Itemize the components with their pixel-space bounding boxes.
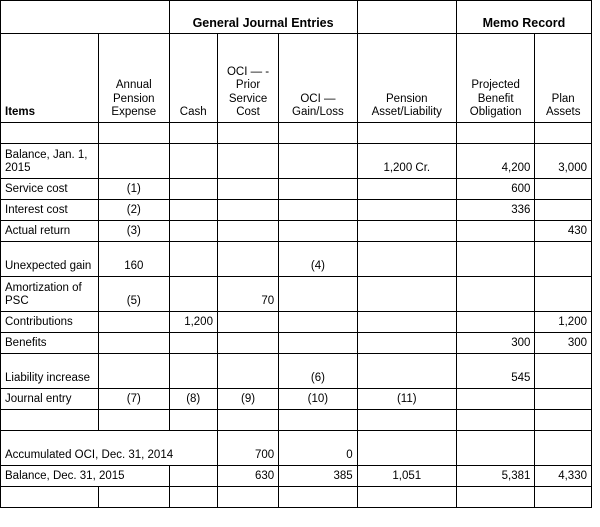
cell-cash xyxy=(169,277,217,312)
cell-psc: 630 xyxy=(217,466,278,487)
column-header-annual-pension-expense: Annual Pension Expense xyxy=(99,34,169,123)
cell-pbo xyxy=(456,312,534,333)
spacer-cell xyxy=(1,487,99,508)
table-row xyxy=(1,312,592,333)
cell-plan xyxy=(535,431,592,466)
column-header-oci-gain-loss: OCI — Gain/Loss xyxy=(279,34,358,123)
spacer-cell xyxy=(357,410,456,431)
spacer-cell xyxy=(217,123,278,144)
cell-plan xyxy=(535,179,592,200)
cell-cash xyxy=(169,333,217,354)
spacer-cell xyxy=(169,123,217,144)
spacer-cell xyxy=(1,410,99,431)
group-header-memo-record: Memo Record xyxy=(456,1,591,34)
cell-pbo: 600 xyxy=(456,179,534,200)
cell-asset xyxy=(357,354,456,389)
cell-psc xyxy=(217,221,278,242)
table-row xyxy=(1,144,592,179)
cell-expense xyxy=(99,333,169,354)
cell-cash xyxy=(169,221,217,242)
cell-cash xyxy=(169,144,217,179)
cell-asset xyxy=(357,431,456,466)
cell-gainloss: (4) xyxy=(279,242,358,277)
cell-gainloss: (10) xyxy=(279,389,358,410)
table-row xyxy=(1,277,592,312)
cell-gainloss xyxy=(279,179,358,200)
cell-asset: 1,200 Cr. xyxy=(357,144,456,179)
cell-psc: 700 xyxy=(217,431,278,466)
cell-plan: 300 xyxy=(535,333,592,354)
cell-plan xyxy=(535,389,592,410)
group-header-general-journal-entries: General Journal Entries xyxy=(169,1,357,34)
spacer-cell xyxy=(1,123,99,144)
cell-pbo: 545 xyxy=(456,354,534,389)
cell-plan: 1,200 xyxy=(535,312,592,333)
cell-expense xyxy=(99,144,169,179)
column-header-pension-asset-liability: Pension Asset/Liability xyxy=(357,34,456,123)
cell-gainloss: (6) xyxy=(279,354,358,389)
cell-gainloss xyxy=(279,200,358,221)
cell-plan: 3,000 xyxy=(535,144,592,179)
cell-psc xyxy=(217,179,278,200)
summary-row-accumulated-oci xyxy=(1,431,592,466)
spacer-cell xyxy=(456,487,534,508)
cell-gainloss: 0 xyxy=(279,431,358,466)
row-label: Interest cost xyxy=(1,200,99,221)
cell-asset xyxy=(357,221,456,242)
cell-gainloss xyxy=(279,312,358,333)
cell-psc: 70 xyxy=(217,277,278,312)
cell-pbo xyxy=(456,221,534,242)
cell-asset xyxy=(357,242,456,277)
spacer-cell xyxy=(279,410,358,431)
row-label: Contributions xyxy=(1,312,99,333)
cell-asset xyxy=(357,312,456,333)
table-row xyxy=(1,242,592,277)
spacer-cell xyxy=(99,123,169,144)
cell-psc xyxy=(217,200,278,221)
spacer-cell xyxy=(169,410,217,431)
table-row xyxy=(1,200,592,221)
cell-psc xyxy=(217,333,278,354)
spacer-cell xyxy=(99,487,169,508)
row-label: Balance, Dec. 31, 2015 xyxy=(1,466,170,487)
cell-pbo xyxy=(456,389,534,410)
cell-pbo xyxy=(456,277,534,312)
cell-psc: (9) xyxy=(217,389,278,410)
table-row xyxy=(1,221,592,242)
group-header-row xyxy=(1,1,592,34)
cell-plan xyxy=(535,277,592,312)
cell-asset xyxy=(357,277,456,312)
spacer-cell xyxy=(535,123,592,144)
group-header-blank-left xyxy=(1,1,170,34)
row-label: Amortization of PSC xyxy=(1,277,99,312)
cell-expense: 160 xyxy=(99,242,169,277)
cell-expense xyxy=(99,354,169,389)
spacer-cell xyxy=(99,410,169,431)
row-label: Unexpected gain xyxy=(1,242,99,277)
spacer-cell xyxy=(535,487,592,508)
cell-pbo xyxy=(456,242,534,277)
spacer-row-top xyxy=(1,123,592,144)
spacer-cell xyxy=(456,410,534,431)
summary-row-ending-balance xyxy=(1,466,592,487)
cell-psc xyxy=(217,354,278,389)
spacer-cell xyxy=(217,487,278,508)
cell-pbo xyxy=(456,431,534,466)
cell-asset xyxy=(357,333,456,354)
cell-asset xyxy=(357,200,456,221)
cell-plan: 4,330 xyxy=(535,466,592,487)
column-header-plan-assets: Plan Assets xyxy=(535,34,592,123)
cell-psc xyxy=(217,242,278,277)
cell-plan: 430 xyxy=(535,221,592,242)
spacer-cell xyxy=(169,487,217,508)
spacer-cell xyxy=(279,123,358,144)
cell-expense: (2) xyxy=(99,200,169,221)
row-label: Benefits xyxy=(1,333,99,354)
cell-cash xyxy=(169,200,217,221)
row-label: Liability increase xyxy=(1,354,99,389)
cell-cash xyxy=(169,179,217,200)
cell-asset: 1,051 xyxy=(357,466,456,487)
cell-pbo: 5,381 xyxy=(456,466,534,487)
cell-expense: (3) xyxy=(99,221,169,242)
table-row xyxy=(1,179,592,200)
cell-psc xyxy=(217,312,278,333)
cell-expense: (7) xyxy=(99,389,169,410)
cell-plan xyxy=(535,242,592,277)
cell-gainloss: 385 xyxy=(279,466,358,487)
column-header-items: Items xyxy=(1,34,99,123)
cell-pbo: 336 xyxy=(456,200,534,221)
spacer-row-before-summary xyxy=(1,410,592,431)
group-header-blank-middle xyxy=(357,1,456,34)
cell-gainloss xyxy=(279,221,358,242)
cell-expense xyxy=(99,312,169,333)
spacer-row-bottom xyxy=(1,487,592,508)
table-row xyxy=(1,389,592,410)
cell-psc xyxy=(217,144,278,179)
row-label: Accumulated OCI, Dec. 31, 2014 xyxy=(1,431,218,466)
cell-cash: 1,200 xyxy=(169,312,217,333)
cell-asset: (11) xyxy=(357,389,456,410)
spacer-cell xyxy=(357,123,456,144)
cell-expense: (5) xyxy=(99,277,169,312)
row-label: Service cost xyxy=(1,179,99,200)
cell-plan xyxy=(535,200,592,221)
row-label: Journal entry xyxy=(1,389,99,410)
cell-pbo: 300 xyxy=(456,333,534,354)
spacer-cell xyxy=(456,123,534,144)
cell-asset xyxy=(357,179,456,200)
cell-pbo: 4,200 xyxy=(456,144,534,179)
cell-cash: (8) xyxy=(169,389,217,410)
spacer-cell xyxy=(357,487,456,508)
column-header-row xyxy=(1,34,592,123)
table-row xyxy=(1,333,592,354)
table-row xyxy=(1,354,592,389)
spacer-cell xyxy=(535,410,592,431)
cell-gainloss xyxy=(279,333,358,354)
row-label: Balance, Jan. 1, 2015 xyxy=(1,144,99,179)
cell-gainloss xyxy=(279,144,358,179)
cell-plan xyxy=(535,354,592,389)
column-header-cash: Cash xyxy=(169,34,217,123)
cell-cash xyxy=(169,354,217,389)
cell-cash xyxy=(169,466,217,487)
spacer-cell xyxy=(217,410,278,431)
row-label: Actual return xyxy=(1,221,99,242)
spacer-cell xyxy=(279,487,358,508)
cell-gainloss xyxy=(279,277,358,312)
column-header-oci-prior-service-cost: OCI — - Prior Service Cost xyxy=(217,34,278,123)
cell-expense: (1) xyxy=(99,179,169,200)
cell-cash xyxy=(169,242,217,277)
column-header-projected-benefit-obligation: Projected Benefit Obligation xyxy=(456,34,534,123)
